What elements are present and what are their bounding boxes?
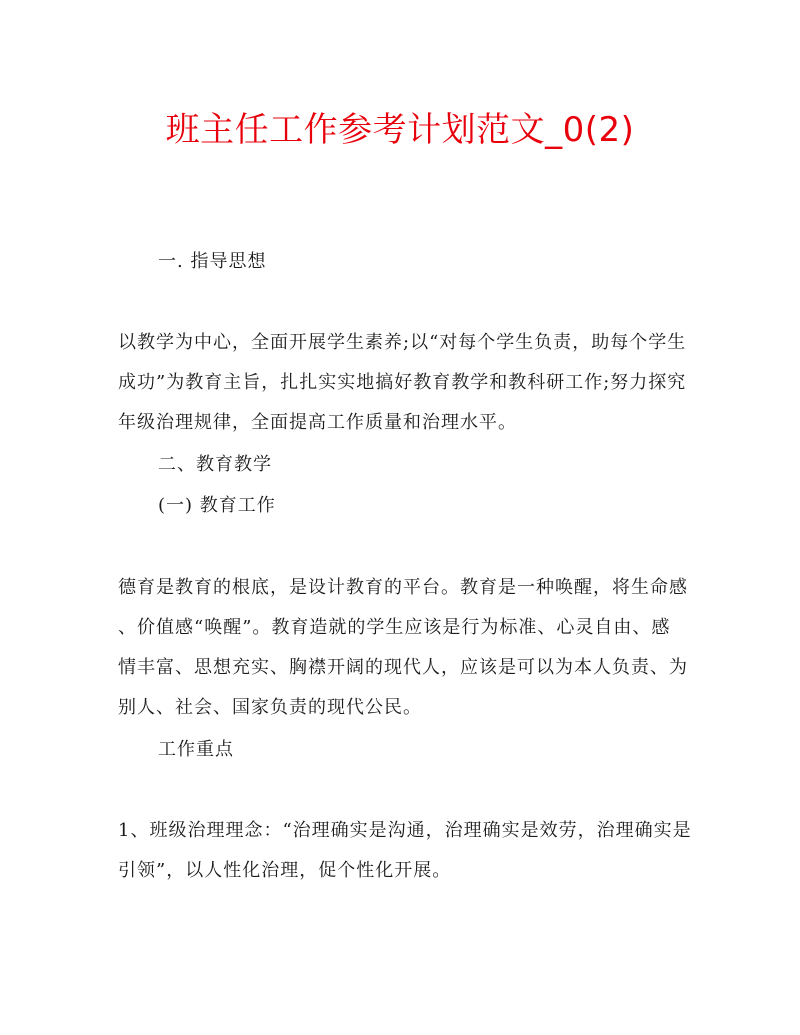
list-item-line: 1、班级治理理念：“治理确实是沟通，治理确实是效劳，治理确实是 xyxy=(118,820,692,841)
list-item-line: 引领”，以人性化治理，促个性化开展。 xyxy=(118,860,452,881)
paragraph-line: 别人、社会、国家负责的现代公民。 xyxy=(118,697,422,718)
paragraph-line: 年级治理规律，全面提高工作质量和治理水平。 xyxy=(118,412,517,433)
paragraph-line: 、价值感“唤醒”。教育造就的学生应该是行为标准、心灵自由、感 xyxy=(118,617,671,638)
paragraph-line: 成功”为教育主旨，扎扎实实地搞好教育教学和教科研工作;努力探究 xyxy=(118,372,687,393)
document-title: 班主任工作参考计划范文_0(2) xyxy=(165,110,635,150)
paragraph-line: 德育是教育的根底，是设计教育的平台。教育是一种唤醒，将生命感 xyxy=(118,577,688,598)
paragraph-line: 以教学为中心，全面开展学生素养;以“对每个学生负责，助每个学生 xyxy=(118,332,687,353)
section-heading-work-focus: 工作重点 xyxy=(158,739,234,760)
subsection-heading-education-work: (一) 教育工作 xyxy=(158,495,276,516)
paragraph-line: 情丰富、思想充实、胸襟开阔的现代人，应该是可以为本人负责、为 xyxy=(118,657,688,678)
section-heading-education-teaching: 二、教育教学 xyxy=(158,454,272,475)
section-heading-guiding-ideology: 一. 指导思想 xyxy=(158,251,267,272)
